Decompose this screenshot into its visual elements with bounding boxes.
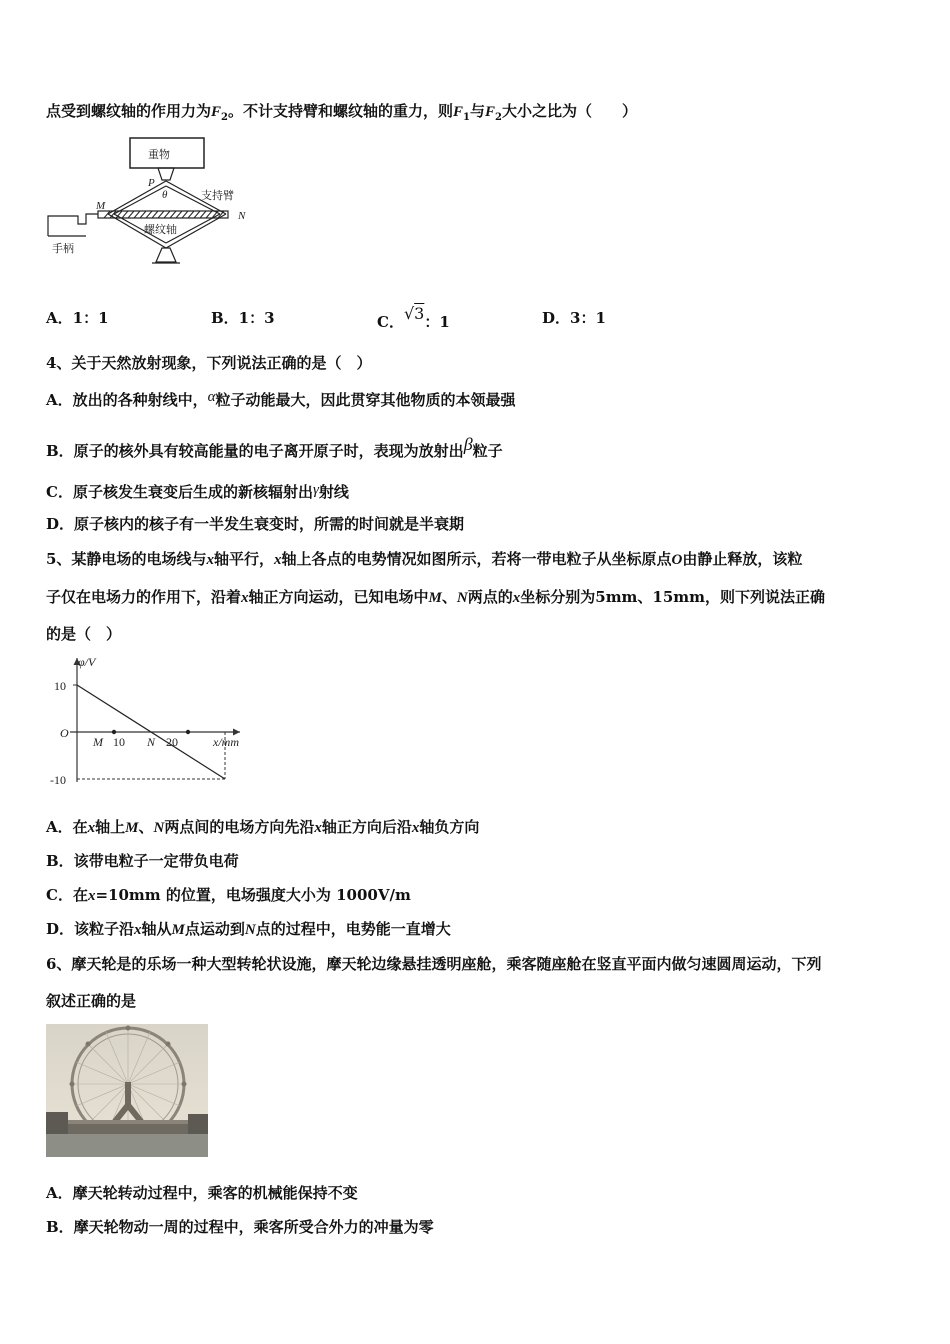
q5-option-d[interactable]: D．该粒子沿x轴从M点运动到N点的过程中，电势能一直增大 bbox=[46, 920, 451, 938]
label-handle: 手柄 bbox=[52, 243, 74, 255]
label-p: P bbox=[148, 177, 155, 189]
q5-stem-line3: 的是（ ） bbox=[46, 625, 122, 643]
potential-chart bbox=[40, 650, 255, 790]
q5-option-a[interactable]: A．在x轴上M、N两点间的电场方向先沿x轴正方向后沿x轴负方向 bbox=[46, 818, 480, 836]
xtick-m: M bbox=[93, 735, 103, 749]
q6-stem-line1: 6、摩天轮是的乐场一种大型转轮状设施，摩天轮边缘悬挂透明座舱，乘客随座舱在竖直平面内做匀速圆周运动，下列 bbox=[46, 955, 822, 973]
ferris-wheel-photo bbox=[46, 1024, 208, 1157]
q5-stem-line1: 5、某静电场的电场线与x轴平行，x轴上各点的电势情况如图所示，若将一带电粒子从坐标原点O由静止释放，该粒 bbox=[46, 550, 803, 568]
q5-option-b[interactable]: B．该带电粒子一定带负电荷 bbox=[46, 852, 239, 870]
q5-option-c[interactable]: C．在x=10mm 的位置，电场强度大小为 1000V/m bbox=[46, 886, 411, 904]
q4-option-a[interactable]: A．放出的各种射线中，α粒子动能最大，因此贯穿其他物质的本领最强 bbox=[46, 389, 516, 409]
point-m bbox=[112, 730, 116, 734]
q3-stem: 点受到螺纹轴的作用力为$F_2$。不计支持臂和螺纹轴的重力，则$F_1$与$F_2$大小之比为（ ） bbox=[46, 102, 638, 123]
origin-label: O bbox=[60, 726, 69, 740]
point-n bbox=[186, 730, 190, 734]
q3-option-d[interactable]: D．3：1 bbox=[542, 309, 606, 327]
q5-stem-line2: 子仅在电场力的作用下，沿着x轴正方向运动，已知电场中M、N两点的x坐标分别为5mm、15mm，则下列说法正确 bbox=[46, 588, 826, 606]
label-n: N bbox=[238, 210, 246, 222]
q4-option-c[interactable]: C．原子核发生衰变后生成的新核辐射出γ射线 bbox=[46, 482, 349, 501]
ytick-neg10: -10 bbox=[50, 773, 66, 787]
xtick-n: N bbox=[147, 735, 156, 749]
q4-option-d[interactable]: D．原子核内的核子有一半发生衰变时，所需的时间就是半衰期 bbox=[46, 515, 465, 533]
q6-option-b[interactable]: B．摩天轮物动一周的过程中，乘客所受合外力的冲量为零 bbox=[46, 1218, 434, 1236]
q3-option-b[interactable]: B．1：3 bbox=[211, 309, 275, 327]
label-m: M bbox=[96, 200, 106, 212]
q6-stem-line2: 叙述正确的是 bbox=[46, 992, 137, 1010]
ytick-10: 10 bbox=[54, 679, 66, 693]
label-load: 重物 bbox=[148, 149, 170, 161]
q4-option-b[interactable]: B．原子的核外具有较高能量的电子离开原子时，表现为放射出β粒子 bbox=[46, 434, 503, 460]
xtick-20: 20 bbox=[166, 735, 178, 749]
q3-option-a[interactable]: A．1：1 bbox=[46, 309, 109, 327]
label-arm: 支持臂 bbox=[201, 190, 234, 202]
jack-diagram bbox=[44, 136, 254, 266]
q3-option-c[interactable]: C．√3：1 bbox=[377, 304, 450, 331]
q6-option-a[interactable]: A．摩天轮转动过程中，乘客的机械能保持不变 bbox=[46, 1184, 358, 1202]
xtick-10: 10 bbox=[113, 735, 125, 749]
label-theta: θ bbox=[162, 189, 168, 201]
label-screw: 螺纹轴 bbox=[144, 224, 177, 236]
y-axis-label: φ/V bbox=[78, 655, 96, 669]
q4-stem: 4、关于天然放射现象，下列说法正确的是（ ） bbox=[46, 354, 372, 372]
x-axis-label: x/mm bbox=[213, 735, 239, 749]
